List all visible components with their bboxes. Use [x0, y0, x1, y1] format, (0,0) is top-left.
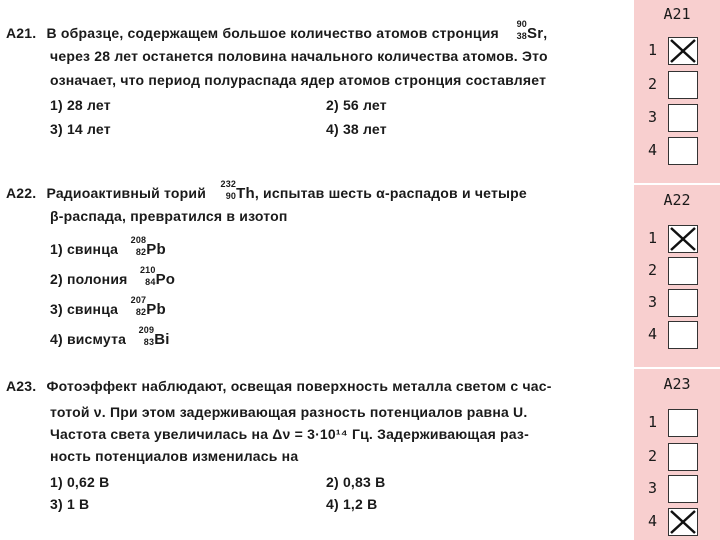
question-a21: A21. В образце, содержащем большое количество атомов стронция 90 38 Sr, через 28 лет останется половина начального количества атомов. Это означает, что период полураспада ядер атомов стронция составляет 1) 28 лет 2) 56 лет 3) 14 лет 4) 38 лет	[6, 19, 548, 137]
question-text: тотой ν. При этом задерживающая разность потенциалов равна U.	[50, 404, 528, 420]
answer-option: 4) 1,2 В	[326, 496, 378, 512]
answer-option: 4) 38 лет	[326, 121, 387, 137]
answer-checkbox[interactable]	[668, 475, 698, 503]
question-number: A22.	[6, 185, 37, 201]
panel-divider	[634, 367, 720, 369]
answer-option: 2) 56 лет	[326, 97, 387, 113]
answer-checkbox[interactable]	[668, 37, 698, 65]
question-number: A23.	[6, 378, 37, 394]
answer-panel	[634, 0, 720, 540]
cross-mark-icon	[669, 226, 697, 252]
answer-panel-title: A22	[663, 191, 691, 209]
question-text: β-распада, превратился в изотоп	[50, 208, 288, 224]
answer-option-label: 4	[648, 325, 658, 343]
isotope-notation: 90 38	[516, 19, 527, 41]
question-text: Частота света увеличилась на Δν = 3·10¹⁴ Гц. Задерживающая раз-	[50, 426, 529, 442]
answer-checkbox[interactable]	[668, 289, 698, 317]
answer-checkbox[interactable]	[668, 321, 698, 349]
question-text: означает, что период полураспада ядер атомов стронция составляет	[50, 72, 547, 88]
question-text: Фотоэффект наблюдают, освещая поверхность металла светом с час-	[46, 378, 552, 394]
answer-option-label: 2	[648, 75, 658, 93]
answer-option-label: 1	[648, 413, 658, 431]
answer-option-label: 1	[648, 41, 658, 59]
answer-option-label: 1	[648, 229, 658, 247]
answer-option: 2) полония 210 84 Po	[50, 265, 176, 288]
answer-option: 1) свинца 208 82 Pb	[50, 235, 166, 258]
answer-checkbox[interactable]	[668, 71, 698, 99]
isotope-symbol: Sr	[526, 25, 544, 42]
question-text: через 28 лет останется половина начального количества атомов. Это	[50, 48, 548, 64]
answer-option-label: 4	[648, 141, 658, 159]
answer-option: 1) 0,62 В	[50, 474, 110, 490]
question-number: A21.	[6, 25, 37, 41]
question-text: В образце, содержащем большое количество атомов стронция	[46, 25, 499, 41]
answer-checkbox[interactable]	[668, 137, 698, 165]
answer-checkbox[interactable]	[668, 443, 698, 471]
answer-checkbox[interactable]	[668, 104, 698, 132]
answer-option-label: 3	[648, 479, 658, 497]
question-a22: A22. Радиоактивный торий 232 90 Th, испытав шесть α-распадов и четыре β-распада, превратился в изотоп 1) свинца 208 82 Pb 2) полония 210 84 Po 3) свинца 207 82 Pb 4) висмута 209 83 Bi	[6, 179, 527, 348]
answer-option: 3) свинца 207 82 Pb	[50, 295, 166, 318]
isotope-notation: 232 90	[220, 179, 237, 201]
answer-option: 4) висмута 209 83 Bi	[50, 325, 170, 348]
answer-panel-title: A23	[663, 375, 691, 393]
answer-option: 2) 0,83 В	[326, 474, 386, 490]
question-text: ность потенциалов изменилась на	[50, 448, 299, 464]
answer-checkbox[interactable]	[668, 257, 698, 285]
answer-option-label: 3	[648, 293, 658, 311]
answer-option: 3) 1 В	[50, 496, 90, 512]
answer-option-label: 3	[648, 108, 658, 126]
answer-checkbox[interactable]	[668, 508, 698, 536]
answer-option-label: 2	[648, 447, 658, 465]
cross-mark-icon	[669, 38, 697, 64]
answer-option-label: 2	[648, 261, 658, 279]
question-a23	[6, 372, 630, 532]
question-text: Радиоактивный торий	[46, 185, 207, 201]
answer-panel-title: A21	[663, 5, 691, 23]
answer-checkbox[interactable]	[668, 409, 698, 437]
cross-mark-icon	[669, 509, 697, 535]
answer-option-label: 4	[648, 512, 658, 530]
isotope-symbol: Th	[236, 185, 255, 202]
answer-option: 1) 28 лет	[50, 97, 111, 113]
panel-divider	[634, 183, 720, 185]
answer-checkbox[interactable]	[668, 225, 698, 253]
answer-option: 3) 14 лет	[50, 121, 111, 137]
